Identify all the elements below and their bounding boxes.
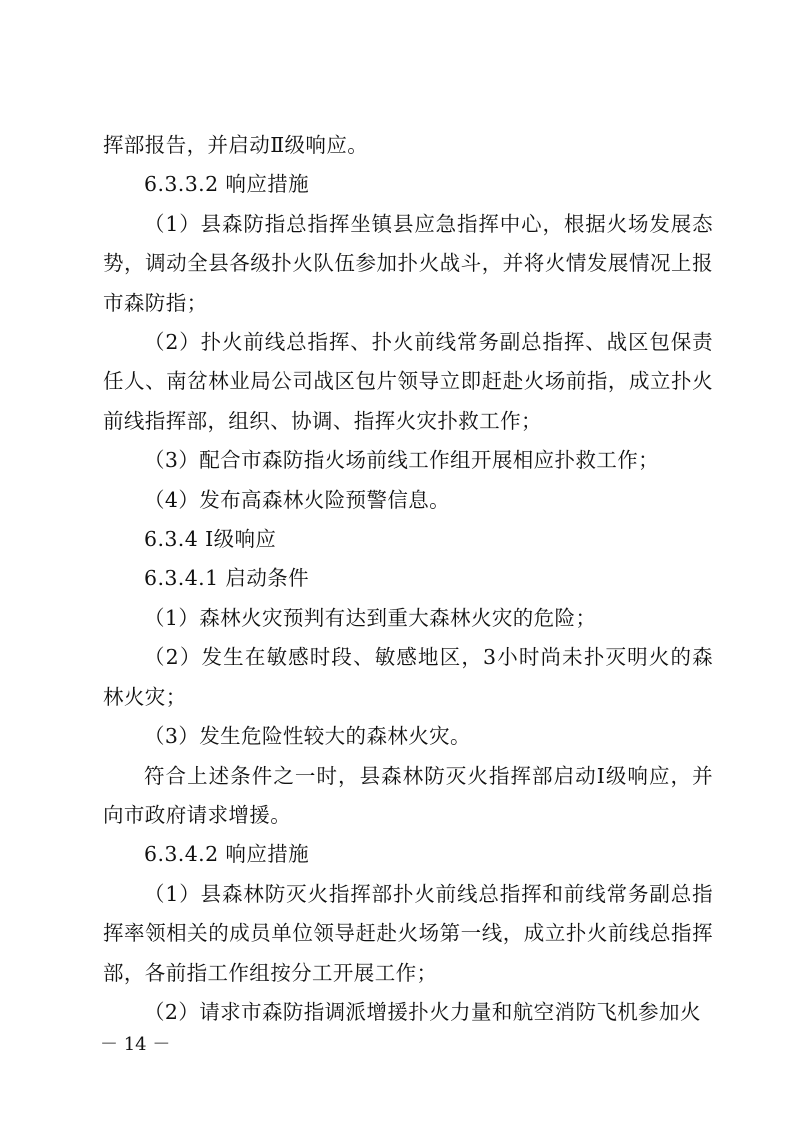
paragraph: 6.3.4.1 启动条件 <box>144 566 310 591</box>
paragraph: （1）县森防指总指挥坐镇县应急指挥中心，根据火场发展态势，调动全县各级扑火队伍参加扑火战斗，并将火情发展情况上报市森防指； <box>103 211 713 315</box>
paragraph: （2）扑火前线总指挥、扑火前线常务副总指挥、战区包保责任人、南岔林业局公司战区包片领导立即赶赴火场前指，成立扑火前线指挥部，组织、协调、指挥火灾扑救工作； <box>103 330 713 433</box>
paragraph: （1）森林火灾预判有达到重大森林火灾的危险； <box>144 605 597 630</box>
paragraph: （1）县森林防灭火指挥部扑火前线总指挥和前线常务副总指挥率领相关的成员单位领导赶赴火场第一线，成立扑火前线总指挥部，各前指工作组按分工开展工作； <box>103 881 713 985</box>
paragraph: 符合上述条件之一时，县森林防灭火指挥部启动Ⅰ级响应，并向市政府请求增援。 <box>103 763 713 827</box>
paragraph: 挥部报告，并启动Ⅱ级响应。 <box>103 133 369 157</box>
paragraph: 6.3.3.2 响应措施 <box>144 172 310 197</box>
paragraph: （2）发生在敏感时段、敏感地区，3小时尚未扑灭明火的森林火灾； <box>103 645 713 709</box>
paragraph: （2）请求市森防指调派增援扑火力量和航空消防飞机参加火 <box>144 999 701 1024</box>
page-number: － 14 － <box>100 1034 171 1055</box>
paragraph: 6.3.4.2 响应措施 <box>144 842 310 867</box>
paragraph: 6.3.4 Ⅰ级响应 <box>144 527 277 552</box>
paragraph: （3）发生危险性较大的森林火灾。 <box>144 724 471 749</box>
body-text <box>103 126 713 1032</box>
paragraph: （3）配合市森防指火场前线工作组开展相应扑救工作； <box>144 448 660 473</box>
paragraph: （4）发布高森林火险预警信息。 <box>144 487 451 512</box>
